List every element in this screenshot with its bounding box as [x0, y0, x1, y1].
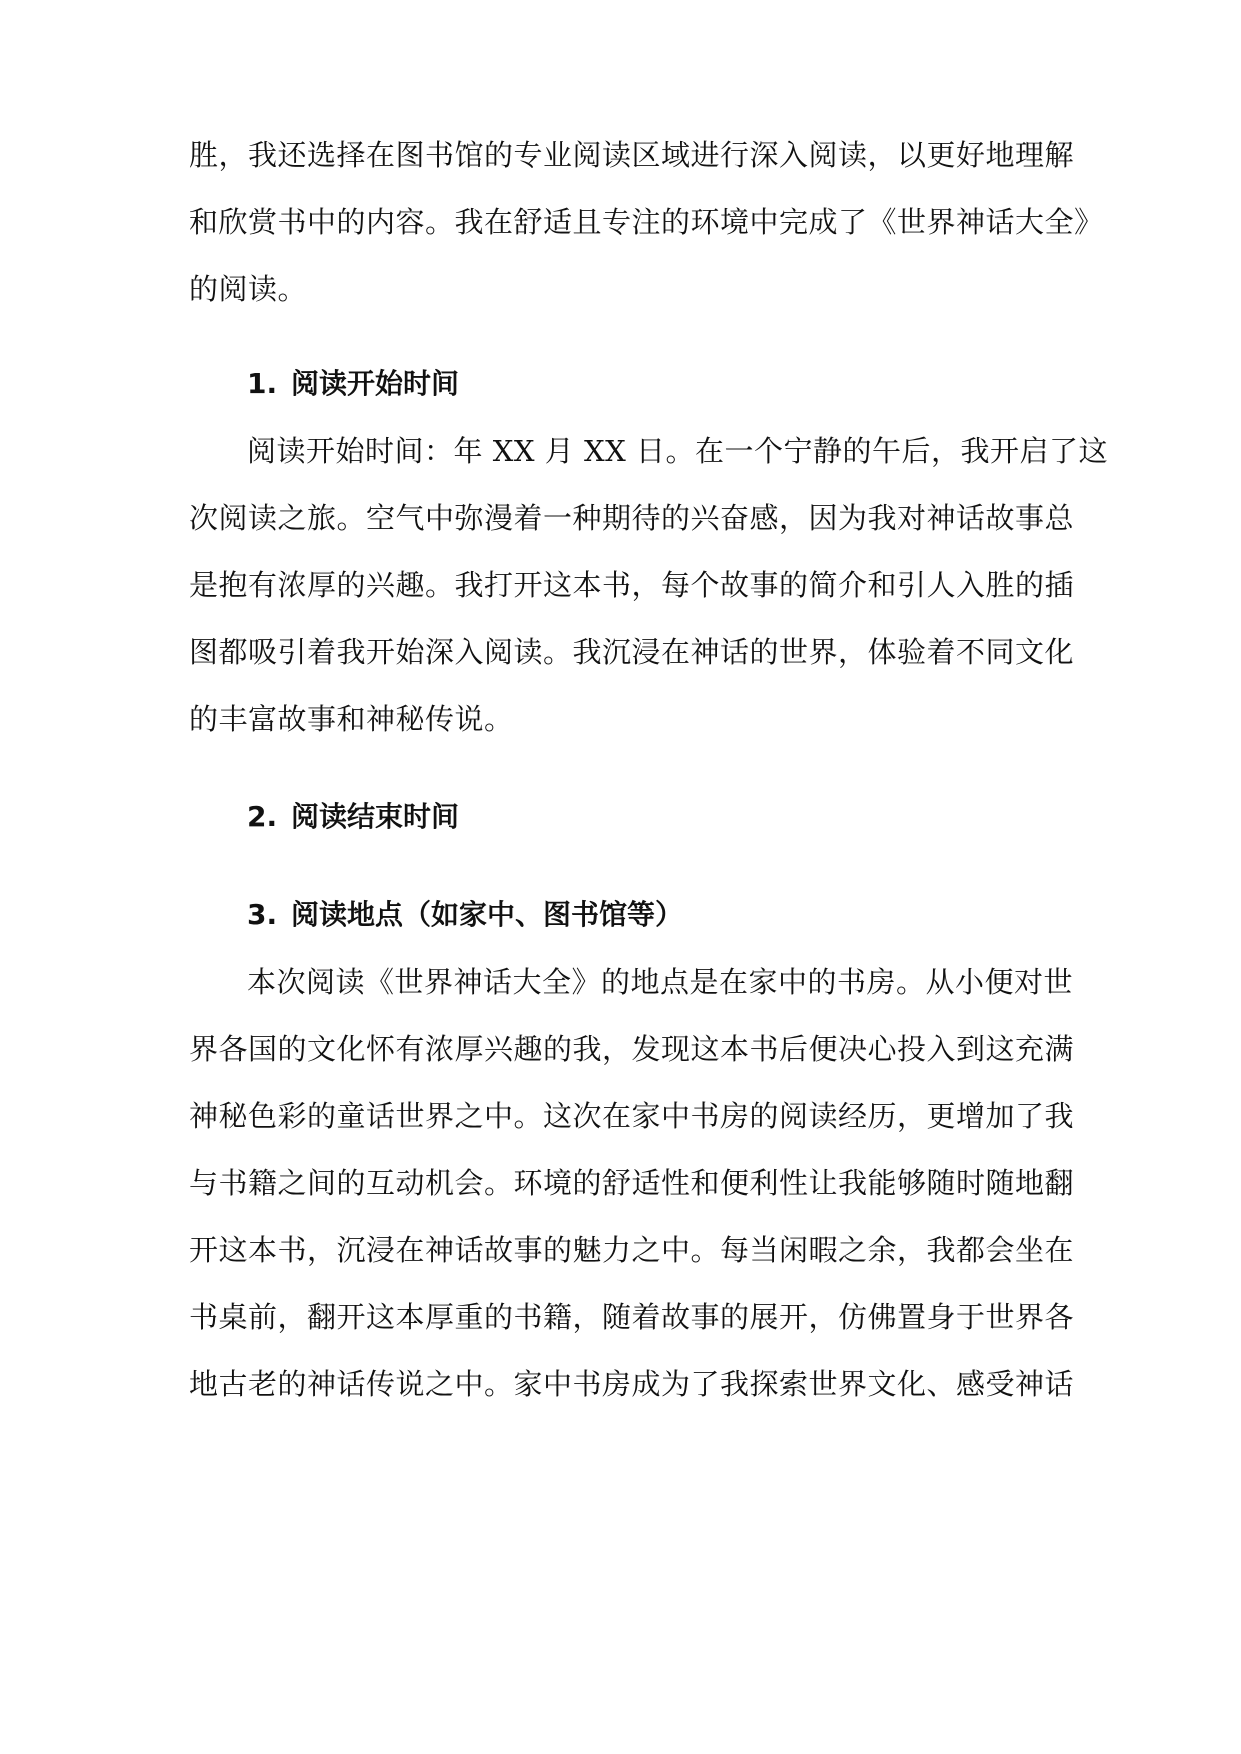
section-heading-1	[247, 364, 459, 404]
paragraph-line: 图都吸引着我开始深入阅读。我沉浸在神话的世界，体验着不同文化	[189, 635, 1075, 669]
section-heading-2	[247, 797, 459, 837]
section-title: 阅读结束时间	[291, 800, 460, 833]
section-number: 1.	[247, 367, 278, 400]
section-title: 阅读地点（如家中、图书馆等）	[291, 898, 684, 931]
paragraph-line: 阅读开始时间：年 XX 月 XX 日。在一个宁静的午后，我开启了这	[247, 434, 1108, 468]
paragraph-line: 开这本书，沉浸在神话故事的魅力之中。每当闲暇之余，我都会坐在	[189, 1233, 1075, 1267]
paragraph-line: 的阅读。	[189, 272, 308, 306]
paragraph-line: 胜，我还选择在图书馆的专业阅读区域进行深入阅读，以更好地理解	[189, 138, 1075, 172]
paragraph-line: 次阅读之旅。空气中弥漫着一种期待的兴奋感，因为我对神话故事总	[189, 501, 1075, 535]
paragraph-line: 与书籍之间的互动机会。环境的舒适性和便利性让我能够随时随地翻	[189, 1166, 1075, 1200]
section-heading-3	[247, 895, 683, 935]
paragraph-line: 的丰富故事和神秘传说。	[189, 702, 514, 736]
paragraph-line: 界各国的文化怀有浓厚兴趣的我，发现这本书后便决心投入到这充满	[189, 1032, 1075, 1066]
paragraph-line: 是抱有浓厚的兴趣。我打开这本书，每个故事的简介和引人入胜的插	[189, 568, 1075, 602]
section-number: 3.	[247, 898, 278, 931]
paragraph-line: 书桌前，翻开这本厚重的书籍，随着故事的展开，仿佛置身于世界各	[189, 1300, 1075, 1334]
paragraph-line: 本次阅读《世界神话大全》的地点是在家中的书房。从小便对世	[247, 965, 1074, 999]
section-title: 阅读开始时间	[291, 367, 460, 400]
paragraph-line: 和欣赏书中的内容。我在舒适且专注的环境中完成了《世界神话大全》	[189, 205, 1104, 239]
paragraph-line: 神秘色彩的童话世界之中。这次在家中书房的阅读经历，更增加了我	[189, 1099, 1075, 1133]
paragraph-line: 地古老的神话传说之中。家中书房成为了我探索世界文化、感受神话	[189, 1367, 1075, 1401]
section-number: 2.	[247, 800, 278, 833]
